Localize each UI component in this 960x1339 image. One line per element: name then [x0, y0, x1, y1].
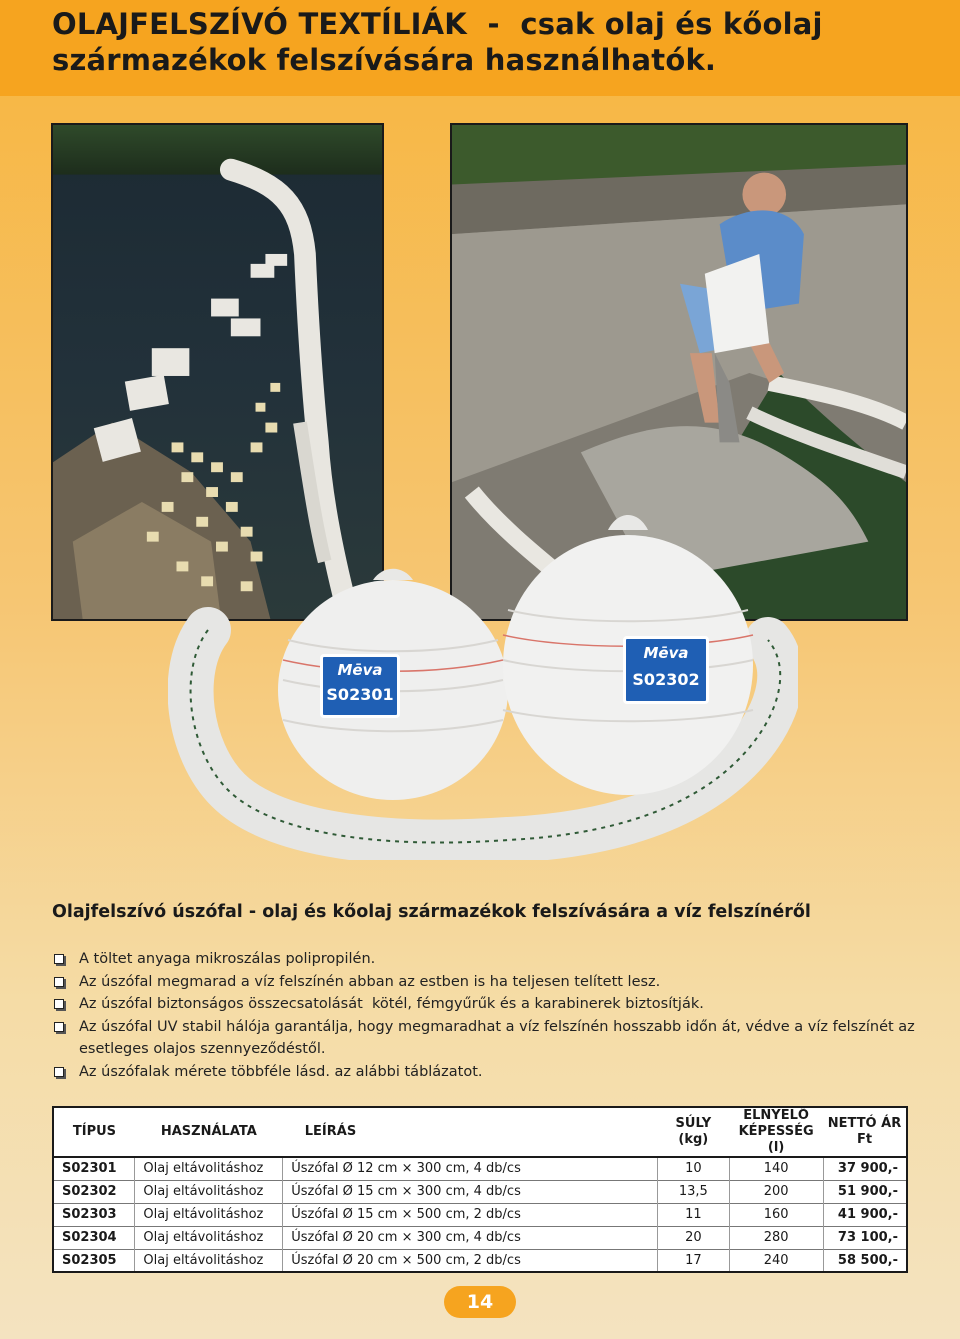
table-row: [53, 1203, 907, 1226]
list-item: [52, 971, 922, 994]
cell-weight: 17: [657, 1249, 729, 1272]
cell-capacity: 160: [729, 1203, 823, 1226]
list-item: [52, 1061, 922, 1084]
cell-type: S02303: [53, 1203, 135, 1226]
col-header-weight: [657, 1107, 729, 1157]
list-item: [52, 993, 922, 1016]
product-table: [52, 1106, 908, 1273]
list-item: [52, 1016, 922, 1061]
col-header-weight-l2: (kg): [678, 1132, 709, 1147]
list-item-text: Az úszófal biztonságos összecsatolását kötél, fémgyűrűk és a karabinerek biztosítják.: [79, 996, 704, 1012]
checkbox-bullet-icon: [54, 999, 64, 1009]
cell-capacity: 200: [729, 1180, 823, 1203]
col-header-capacity-l2: KÉPESSÉG (l): [738, 1124, 814, 1155]
section-heading: Olajfelszívó úszófal - olaj és kőolaj származékok felszívására a víz felszínéről: [52, 902, 811, 922]
list-item: [52, 948, 922, 971]
col-header-desc-label: LEÍRÁS: [304, 1124, 357, 1139]
col-header-weight-l1: SÚLY: [675, 1116, 712, 1131]
cell-price: 37 900,-: [823, 1157, 907, 1180]
col-header-capacity-l1: ELNYELŐ: [743, 1108, 809, 1123]
cell-desc: Úszófal Ø 15 cm × 500 cm, 2 db/cs: [283, 1203, 658, 1226]
title-line-2: származékok felszívására használhatók.: [52, 43, 717, 77]
list-item-text: Az úszófalak mérete többféle lásd. az alábbi táblázatot.: [79, 1063, 483, 1080]
cell-capacity: 280: [729, 1226, 823, 1249]
table-row: [53, 1226, 907, 1249]
cell-desc: Úszófal Ø 12 cm × 300 cm, 4 db/cs: [283, 1157, 658, 1180]
cell-desc: Úszófal Ø 20 cm × 300 cm, 4 db/cs: [283, 1226, 658, 1249]
cell-use: Olaj eltávolitáshoz: [135, 1249, 283, 1272]
cell-use: Olaj eltávolitáshoz: [135, 1203, 283, 1226]
col-header-price-l2: Ft: [856, 1132, 873, 1147]
brand-logo: Mēva: [643, 644, 689, 662]
table-row: [53, 1180, 907, 1203]
product-code: S02301: [326, 685, 394, 704]
cell-use: Olaj eltávolitáshoz: [135, 1180, 283, 1203]
col-header-type: TÍPUS: [53, 1107, 135, 1157]
checkbox-bullet-icon: [54, 1067, 64, 1077]
cell-price: 51 900,-: [823, 1180, 907, 1203]
packaged-booms-photo: [168, 510, 798, 860]
list-item-text: Az úszófal UV stabil hálója garantálja, hogy megmaradhat a víz felszínén hosszabb időn át, védve a víz felszínét az esetleges olajos szennyeződéstől.: [79, 1018, 915, 1057]
cell-capacity: 240: [729, 1249, 823, 1272]
cell-use: Olaj eltávolitáshoz: [135, 1226, 283, 1249]
list-item-text: A töltet anyaga mikroszálas polipropilén.: [79, 951, 376, 967]
page-title: [52, 6, 932, 78]
cell-type: S02301: [53, 1157, 135, 1180]
feature-list: [52, 948, 922, 1083]
cell-type: S02304: [53, 1226, 135, 1249]
table-row: [53, 1249, 907, 1272]
cell-price: 41 900,-: [823, 1203, 907, 1226]
checkbox-bullet-icon: [54, 1022, 64, 1032]
cell-desc: Úszófal Ø 15 cm × 300 cm, 4 db/cs: [283, 1180, 658, 1203]
cell-type: S02305: [53, 1249, 135, 1272]
title-line-1: OLAJFELSZÍVÓ TEXTÍLIÁK - csak olaj és kőolaj: [52, 7, 823, 41]
brand-logo: Mēva: [337, 661, 383, 679]
table-row: [53, 1157, 907, 1180]
list-item-text: Az úszófal megmarad a víz felszínén abban az estben is ha teljesen telített lesz.: [79, 973, 661, 990]
checkbox-bullet-icon: [54, 954, 64, 964]
cell-desc: Úszófal Ø 20 cm × 500 cm, 2 db/cs: [283, 1249, 658, 1272]
cell-weight: 20: [657, 1226, 729, 1249]
product-code: S02302: [632, 670, 700, 689]
cell-weight: 10: [657, 1157, 729, 1180]
checkbox-bullet-icon: [54, 977, 64, 987]
col-header-price-l1: NETTÓ ÁR: [827, 1116, 902, 1131]
col-header-desc: [283, 1107, 658, 1157]
cell-capacity: 140: [729, 1157, 823, 1180]
cell-price: 58 500,-: [823, 1249, 907, 1272]
cell-use: Olaj eltávolitáshoz: [135, 1157, 283, 1180]
product-label-s02301: [320, 654, 400, 718]
col-header-capacity: [729, 1107, 823, 1157]
page-number: 14: [444, 1286, 516, 1318]
product-label-s02302: [623, 636, 709, 704]
cell-type: S02302: [53, 1180, 135, 1203]
col-header-price: [823, 1107, 907, 1157]
table-header-row: [53, 1107, 907, 1157]
cell-weight: 11: [657, 1203, 729, 1226]
cell-price: 73 100,-: [823, 1226, 907, 1249]
col-header-use: HASZNÁLATA: [135, 1107, 283, 1157]
cell-weight: 13,5: [657, 1180, 729, 1203]
